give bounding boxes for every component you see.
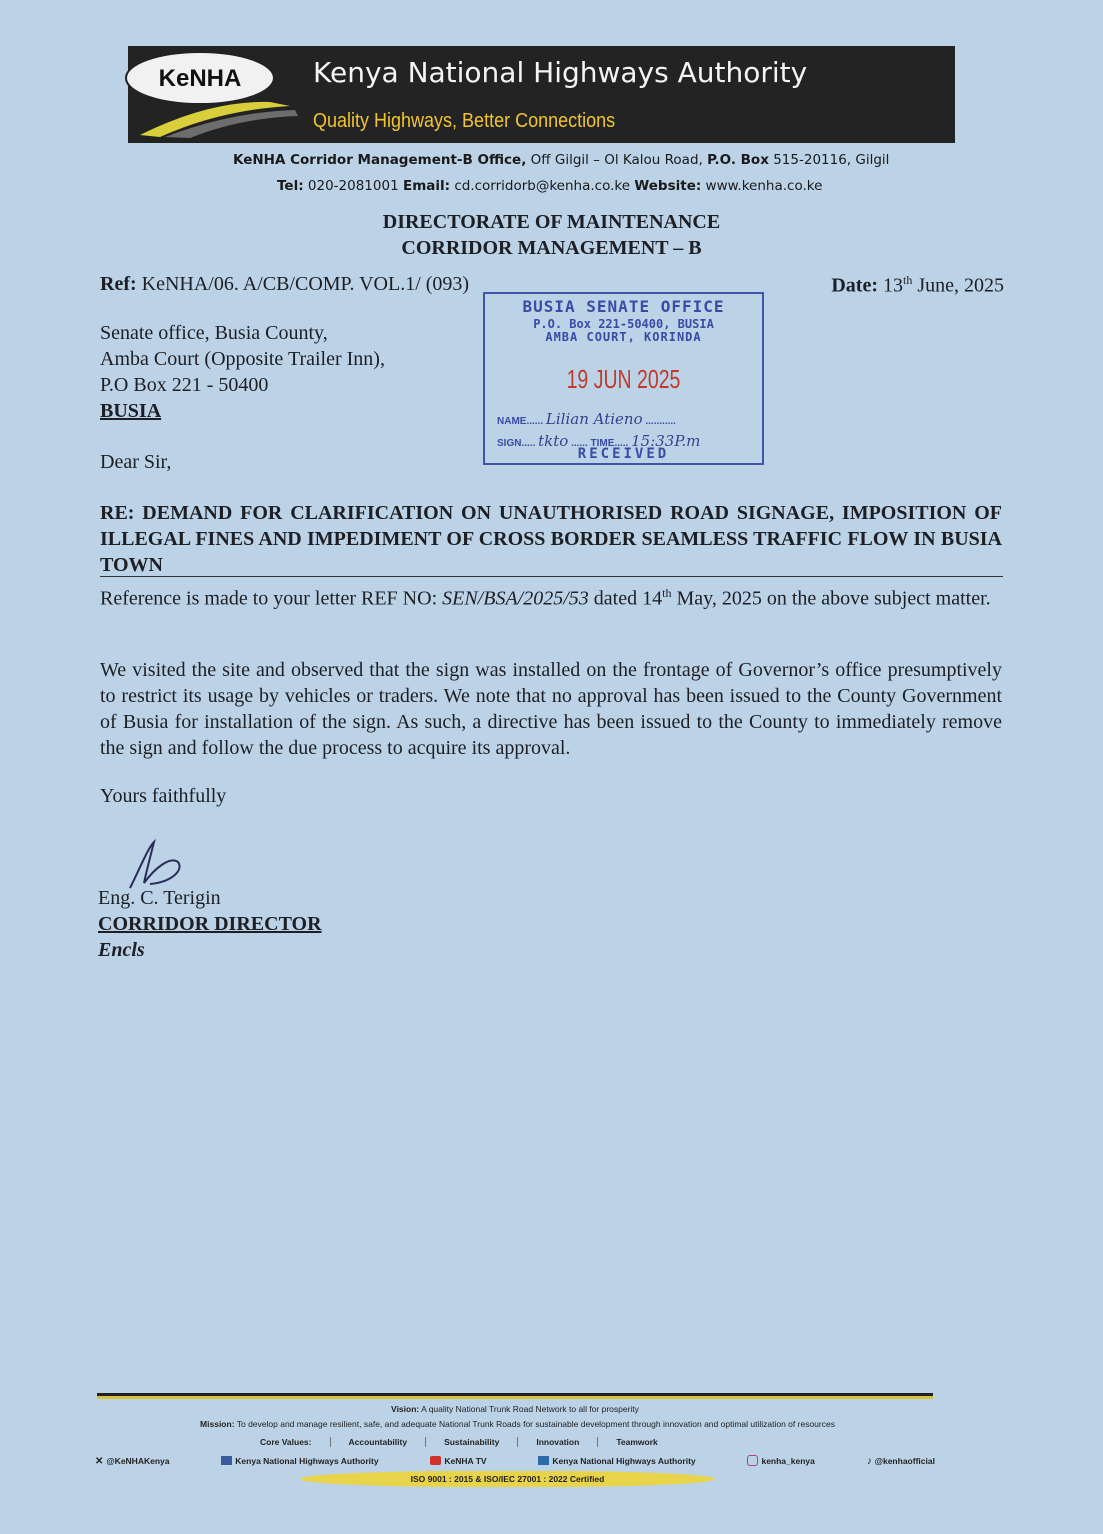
recipient-address-line: P.O Box 221 - 50400: [100, 374, 269, 396]
social-link-facebook[interactable]: Kenya National Highways Authority: [221, 1455, 378, 1466]
body-paragraph-2: We visited the site and observed that the sign was installed on the frontage of Governor’s office presumptively to restrict its usage by vehicles or traders. We note that no approval has been issued to the County Government of Busia for installation of the sign. As such, a directive has been issued to the County to immediately remove the sign and follow the due process to acquire its approval.: [100, 659, 1002, 759]
recipient-town: BUSIA: [100, 400, 162, 422]
salutation: Dear Sir,: [100, 451, 172, 473]
footer-vision: Vision: A quality National Trunk Road Network to all for prosperity: [391, 1404, 639, 1414]
footer-rule-gold: [97, 1396, 933, 1399]
instagram-icon: [747, 1455, 758, 1466]
stamp-sign-row: SIGN..... tkto ...... TIME..... 15:33P.m: [497, 432, 701, 450]
signatory-title: CORRIDOR DIRECTOR: [98, 913, 322, 935]
stamp-time-value: 15:33P.m: [631, 432, 701, 450]
subject-underline: [100, 576, 1003, 577]
social-link-tiktok[interactable]: ♪ @kenhaofficial: [866, 1455, 935, 1467]
core-value: Accountability: [330, 1437, 426, 1447]
stamp-sign-value: tkto: [538, 432, 569, 450]
date-line: Date: 13th June, 2025: [831, 273, 1004, 297]
facebook-icon: [221, 1456, 232, 1465]
tagline: Quality Highways, Better Connections: [313, 110, 616, 132]
footer-social-links: [95, 1455, 935, 1466]
linkedin-icon: [538, 1456, 549, 1465]
x-icon: ✕: [95, 1456, 104, 1467]
recipient-address-line: Amba Court (Opposite Trailer Inn),: [100, 348, 385, 370]
core-values-label: Core Values:: [260, 1437, 312, 1447]
division-title: CORRIDOR MANAGEMENT – B: [401, 237, 702, 259]
signature: [120, 838, 190, 894]
org-name: Kenya National Highways Authority: [313, 56, 808, 89]
reference-line: Ref: KeNHA/06. A/CB/COMP. VOL.1/ (093): [100, 273, 470, 295]
logo-text: KeNHA: [158, 65, 242, 92]
enclosures-note: Encls: [98, 939, 145, 961]
kenha-logo: [120, 40, 305, 140]
stamp-address: AMBA COURT, KORINDA: [545, 330, 702, 344]
contact-details-line: Tel: 020-2081001 Email: cd.corridorb@kenha.co.ke Website: www.kenha.co.ke: [277, 178, 823, 194]
core-value: Teamwork: [597, 1437, 675, 1447]
signatory-name: Eng. C. Terigin: [98, 887, 221, 909]
social-link-x[interactable]: ✕ @KeNHAKenya: [95, 1455, 170, 1467]
stamp-office: BUSIA SENATE OFFICE: [522, 297, 725, 316]
stamp-received: RECEIVED: [577, 446, 670, 462]
contact-address-line: KeNHA Corridor Management-B Office, Off Gilgil – Ol Kalou Road, P.O. Box 515-20116, Gilgil: [233, 152, 890, 168]
iso-certification: ISO 9001 : 2015 & ISO/IEC 27001 : 2022 Certified: [300, 1471, 715, 1487]
stamp-name-value: Lilian Atieno: [545, 410, 643, 428]
footer-core-values: [260, 1437, 676, 1447]
closing: Yours faithfully: [100, 785, 227, 807]
social-link-linkedin[interactable]: Kenya National Highways Authority: [538, 1455, 695, 1466]
social-link-youtube[interactable]: KeNHA TV: [430, 1455, 486, 1466]
core-value: Innovation: [517, 1437, 597, 1447]
subject-heading: RE: DEMAND FOR CLARIFICATION ON UNAUTHORISED ROAD SIGNAGE, IMPOSITION OF ILLEGAL FINES AND IMPEDIMENT OF CROSS BORDER SEAMLESS TRAFFIC FLOW IN BUSIA TOWN: [100, 502, 1002, 576]
stamp-name-row: NAME...... Lilian Atieno ...........: [497, 410, 676, 428]
tiktok-icon: ♪: [866, 1456, 872, 1467]
stamp-date: 19 JUN 2025: [566, 364, 681, 394]
recipient-address-line: Senate office, Busia County,: [100, 322, 328, 344]
core-value: Sustainability: [425, 1437, 517, 1447]
directorate-title: DIRECTORATE OF MAINTENANCE: [382, 211, 721, 233]
body-paragraph-1: Reference is made to your letter REF NO: SEN/BSA/2025/53 dated 14th May, 2025 on the above subject matter.: [100, 586, 991, 610]
stamp-address: P.O. Box 221-50400, BUSIA: [533, 317, 714, 331]
received-stamp: [483, 292, 764, 465]
footer-mission: Mission: To develop and manage resilient, safe, and adequate National Trunk Roads for sustainable development through innovation and optimal utilization of resources: [200, 1419, 835, 1429]
youtube-icon: [430, 1456, 441, 1465]
social-link-instagram[interactable]: kenha_kenya: [747, 1455, 814, 1466]
